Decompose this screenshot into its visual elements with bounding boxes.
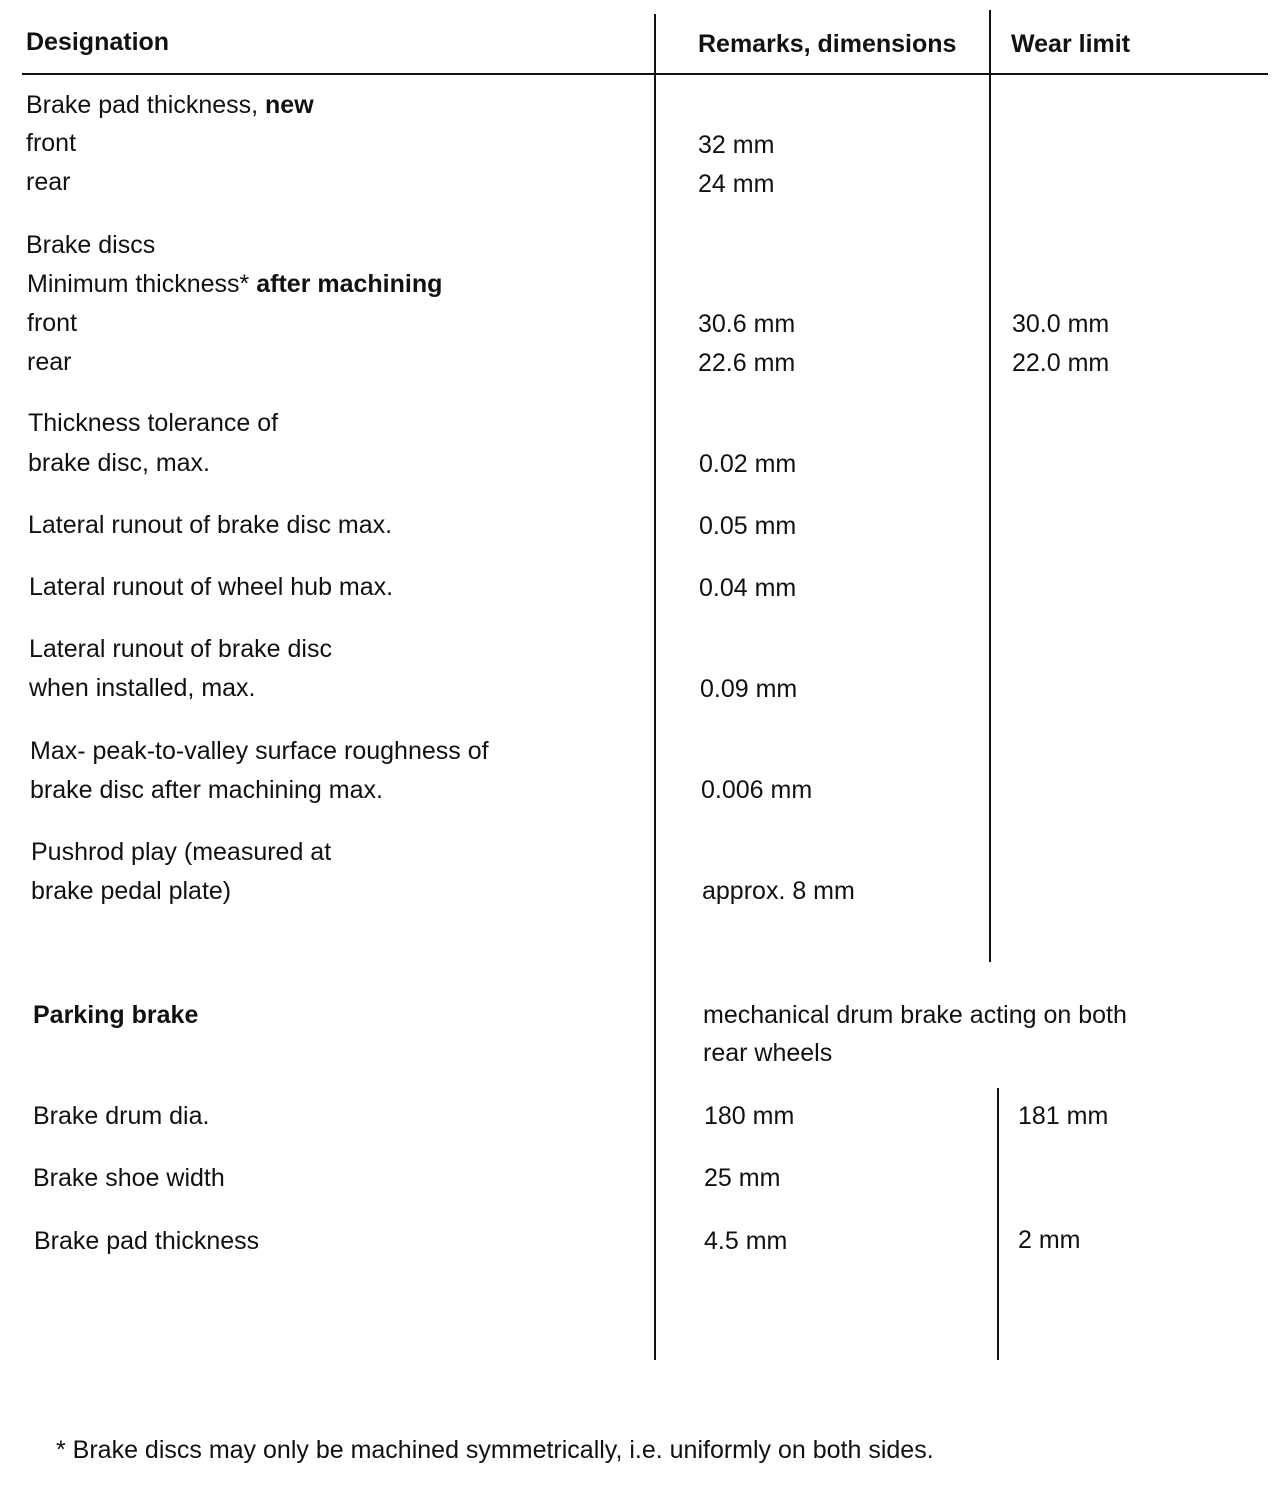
discs-rear-value: 22.6 mm [698, 349, 796, 377]
header-wear-limit: Wear limit [1011, 30, 1131, 58]
discs-front-limit: 30.0 mm [1012, 310, 1110, 338]
roughness-line2: brake disc after machining max. [30, 776, 383, 804]
roughness-value: 0.006 mm [701, 776, 813, 804]
drum-value: 180 mm [704, 1102, 795, 1130]
shoe-label: Brake shoe width [33, 1164, 225, 1192]
discs-front-label: front [27, 309, 78, 337]
discs-title: Brake discs [26, 231, 156, 259]
pushrod-value: approx. 8 mm [702, 877, 855, 905]
runout-installed-line1: Lateral runout of brake disc [29, 635, 332, 663]
pad-new-title [26, 93, 314, 118]
pad-new-front-value: 32 mm [698, 131, 775, 159]
pad-new-rear-label: rear [26, 168, 71, 196]
runout-hub-value: 0.04 mm [699, 574, 797, 602]
tolerance-line2: brake disc, max. [28, 449, 211, 477]
parking-pad-label: Brake pad thickness [34, 1227, 260, 1255]
discs-min-plain: Minimum thickness* [27, 270, 257, 298]
runout-installed-line2: when installed, max. [29, 674, 256, 702]
header-designation: Designation [26, 28, 170, 56]
parking-pad-value: 4.5 mm [704, 1227, 788, 1255]
parking-pad-limit: 2 mm [1018, 1226, 1081, 1254]
drum-limit: 181 mm [1018, 1102, 1109, 1130]
pad-new-front-label: front [26, 129, 77, 157]
pushrod-line1: Pushrod play (measured at [31, 838, 332, 866]
parking-title: Parking brake [33, 1001, 199, 1029]
discs-min-thickness [27, 272, 442, 297]
discs-min-bold: after machining [256, 270, 443, 298]
discs-rear-limit: 22.0 mm [1012, 349, 1110, 377]
pad-new-title-plain: Brake pad thickness, [26, 91, 266, 119]
discs-front-value: 30.6 mm [698, 310, 796, 338]
parking-desc-line1: mechanical drum brake acting on both [703, 1001, 1127, 1029]
header-remarks: Remarks, dimensions [698, 30, 957, 58]
tolerance-value: 0.02 mm [699, 450, 797, 478]
parking-desc-line2: rear wheels [703, 1039, 833, 1067]
runout-disc-value: 0.05 mm [699, 512, 797, 540]
pad-new-title-bold: new [265, 91, 314, 119]
header-rule [22, 73, 1268, 75]
column-divider-1 [654, 14, 656, 1360]
runout-installed-value: 0.09 mm [700, 675, 798, 703]
runout-disc-label: Lateral runout of brake disc max. [28, 511, 393, 539]
footnote: * Brake discs may only be machined symmetrically, i.e. uniformly on both sides. [56, 1436, 934, 1464]
roughness-line1: Max- peak-to-valley surface roughness of [30, 737, 489, 765]
pad-new-rear-value: 24 mm [698, 170, 775, 198]
discs-rear-label: rear [27, 348, 72, 376]
drum-label: Brake drum dia. [33, 1102, 210, 1130]
shoe-value: 25 mm [704, 1164, 781, 1192]
pushrod-line2: brake pedal plate) [31, 877, 232, 905]
column-divider-2-upper [989, 10, 991, 962]
column-divider-2-lower [997, 1088, 999, 1360]
runout-hub-label: Lateral runout of wheel hub max. [29, 573, 394, 601]
tolerance-line1: Thickness tolerance of [28, 409, 279, 437]
